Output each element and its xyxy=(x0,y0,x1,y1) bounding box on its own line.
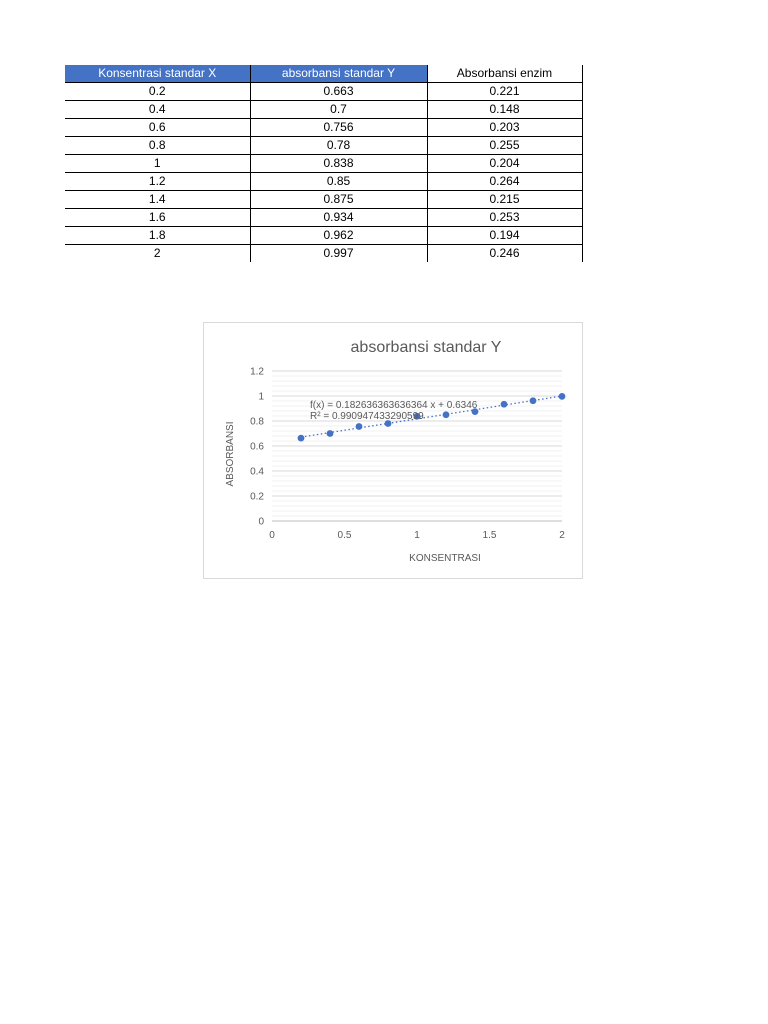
y-tick-label: 1.2 xyxy=(250,366,264,378)
table-row xyxy=(65,137,582,155)
chart-svg xyxy=(204,323,584,580)
cell-absorbansi-standar[interactable]: 0.756 xyxy=(250,119,427,137)
cell-absorbansi-enzim[interactable]: 0.253 xyxy=(427,209,582,227)
y-tick-label: 0.8 xyxy=(250,416,264,428)
cell-absorbansi-enzim[interactable]: 0.194 xyxy=(427,227,582,245)
x-tick-label: 1 xyxy=(414,530,420,541)
table-row xyxy=(65,173,582,191)
y-tick-label: 0.2 xyxy=(250,491,264,503)
data-point xyxy=(501,401,508,408)
y-axis-title: ABSORBANSI xyxy=(225,421,236,487)
cell-absorbansi-enzim[interactable]: 0.203 xyxy=(427,119,582,137)
data-point xyxy=(327,430,334,437)
cell-konsentrasi[interactable]: 0.8 xyxy=(65,137,250,155)
cell-konsentrasi[interactable]: 0.2 xyxy=(65,83,250,101)
chart-title: absorbansi standar Y xyxy=(350,339,502,356)
x-axis-title: KONSENTRASI xyxy=(409,553,481,564)
cell-absorbansi-standar[interactable]: 0.838 xyxy=(250,155,427,173)
cell-absorbansi-standar[interactable]: 0.663 xyxy=(250,83,427,101)
cell-absorbansi-enzim[interactable]: 0.264 xyxy=(427,173,582,191)
table-row xyxy=(65,191,582,209)
y-tick-label: 1 xyxy=(258,391,264,403)
table-header-row xyxy=(65,65,582,83)
table-row xyxy=(65,209,582,227)
data-point xyxy=(298,435,305,442)
trendline-r2: R² = 0.990947433290599 xyxy=(310,411,424,422)
data-point xyxy=(356,423,363,430)
data-point xyxy=(530,397,537,404)
table-row xyxy=(65,119,582,137)
cell-konsentrasi[interactable]: 1.6 xyxy=(65,209,250,227)
cell-absorbansi-standar[interactable]: 0.78 xyxy=(250,137,427,155)
cell-konsentrasi[interactable]: 0.4 xyxy=(65,101,250,119)
trendline-equation: f(x) = 0.182636363636364 x + 0.6346 xyxy=(310,400,478,411)
cell-absorbansi-enzim[interactable]: 0.215 xyxy=(427,191,582,209)
cell-absorbansi-enzim[interactable]: 0.246 xyxy=(427,245,582,263)
cell-absorbansi-enzim[interactable]: 0.221 xyxy=(427,83,582,101)
table-row xyxy=(65,227,582,245)
table-row xyxy=(65,155,582,173)
cell-absorbansi-enzim[interactable]: 0.148 xyxy=(427,101,582,119)
x-tick-label: 0 xyxy=(269,530,275,541)
data-table xyxy=(65,65,583,262)
y-tick-label: 0.4 xyxy=(250,466,264,478)
header-absorbansi-enzim[interactable]: Absorbansi enzim xyxy=(427,65,582,83)
cell-absorbansi-standar[interactable]: 0.997 xyxy=(250,245,427,263)
cell-konsentrasi[interactable]: 1.2 xyxy=(65,173,250,191)
cell-konsentrasi[interactable]: 2 xyxy=(65,245,250,263)
x-tick-label: 0.5 xyxy=(337,530,352,541)
table-row xyxy=(65,101,582,119)
scatter-chart[interactable] xyxy=(203,322,583,579)
cell-konsentrasi[interactable]: 1.8 xyxy=(65,227,250,245)
table-row xyxy=(65,83,582,101)
data-point xyxy=(443,411,450,418)
x-tick-label: 2 xyxy=(559,530,565,541)
data-point xyxy=(559,393,566,400)
cell-absorbansi-standar[interactable]: 0.7 xyxy=(250,101,427,119)
table-row xyxy=(65,245,582,263)
cell-konsentrasi[interactable]: 0.6 xyxy=(65,119,250,137)
cell-absorbansi-standar[interactable]: 0.85 xyxy=(250,173,427,191)
header-konsentrasi[interactable]: Konsentrasi standar X xyxy=(65,65,250,83)
header-absorbansi-standar[interactable]: absorbansi standar Y xyxy=(250,65,427,83)
cell-absorbansi-standar[interactable]: 0.934 xyxy=(250,209,427,227)
cell-absorbansi-enzim[interactable]: 0.204 xyxy=(427,155,582,173)
y-tick-label: 0.6 xyxy=(250,441,264,453)
cell-konsentrasi[interactable]: 1.4 xyxy=(65,191,250,209)
cell-absorbansi-standar[interactable]: 0.875 xyxy=(250,191,427,209)
cell-absorbansi-enzim[interactable]: 0.255 xyxy=(427,137,582,155)
y-tick-label: 0 xyxy=(258,516,264,528)
x-tick-label: 1.5 xyxy=(482,530,497,541)
cell-konsentrasi[interactable]: 1 xyxy=(65,155,250,173)
cell-absorbansi-standar[interactable]: 0.962 xyxy=(250,227,427,245)
